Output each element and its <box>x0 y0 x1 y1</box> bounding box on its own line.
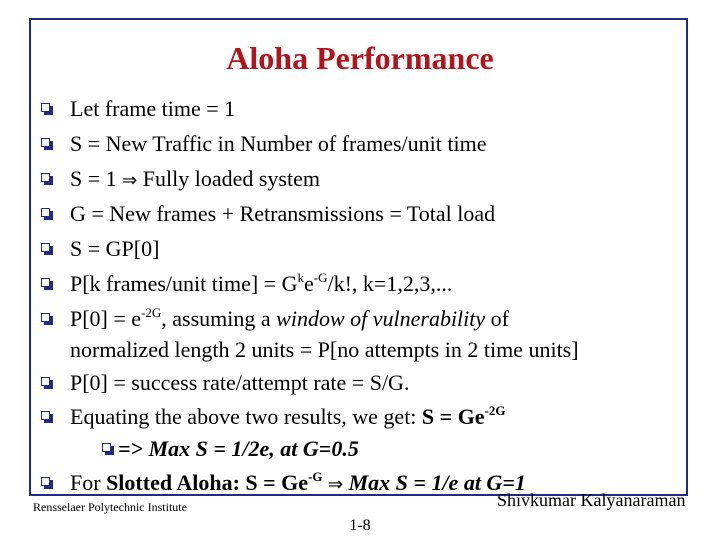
list-item-continuation: normalized length 2 units = P[no attempts in 2 time units] <box>70 337 579 362</box>
footer-author: Shivkumar Kalyanaraman <box>497 490 686 510</box>
implies-arrow-icon: ⇒ <box>122 170 138 191</box>
list-item: S = New Traffic in Number of frames/unit time <box>0 129 720 161</box>
square-bullet-icon <box>41 138 53 150</box>
square-bullet-icon <box>41 173 53 185</box>
implies-arrow-icon: ⇒ <box>328 474 344 495</box>
square-bullet-icon <box>41 208 53 220</box>
sub-list-item: => Max S = 1/2e, at G=0.5 <box>0 434 720 466</box>
slide-title: Aloha Performance <box>226 40 494 76</box>
list-item: S = 1 ⇒ Fully loaded system <box>0 164 720 196</box>
list-item: Let frame time = 1 <box>0 94 720 126</box>
footer-institution: Rensselaer Polytechnic Institute <box>33 500 187 514</box>
list-item: P[k frames/unit time] = $G^ke^{-G}/k$!, k=1,2,3,... <box>0 269 720 301</box>
square-bullet-icon <box>41 243 53 255</box>
list-item: G = New frames + Retransmissions = Total load <box>0 199 720 231</box>
square-bullet-icon <box>41 313 53 325</box>
square-bullet-icon <box>41 103 53 115</box>
square-bullet-icon <box>41 411 53 423</box>
square-bullet-icon <box>41 377 53 389</box>
square-bullet-icon <box>41 477 53 489</box>
list-item: S = GP[0] <box>0 234 720 266</box>
square-bullet-icon <box>102 443 114 455</box>
list-item: Equating the above two results, we get: $S = Ge^{-2G}$ <box>0 402 720 434</box>
list-item: P[0] = success rate/attempt rate = S/G. <box>0 368 720 400</box>
square-bullet-icon <box>41 278 53 290</box>
list-item: $P[0] = e^{-2G}$, assuming a window of vulnerability of <box>0 304 720 336</box>
page-number: 1-8 <box>349 517 371 534</box>
list-item: For Slotted Aloha: $S = Ge^{-G}$ ⇒ Max S = 1/e at G=1 <box>0 468 720 500</box>
